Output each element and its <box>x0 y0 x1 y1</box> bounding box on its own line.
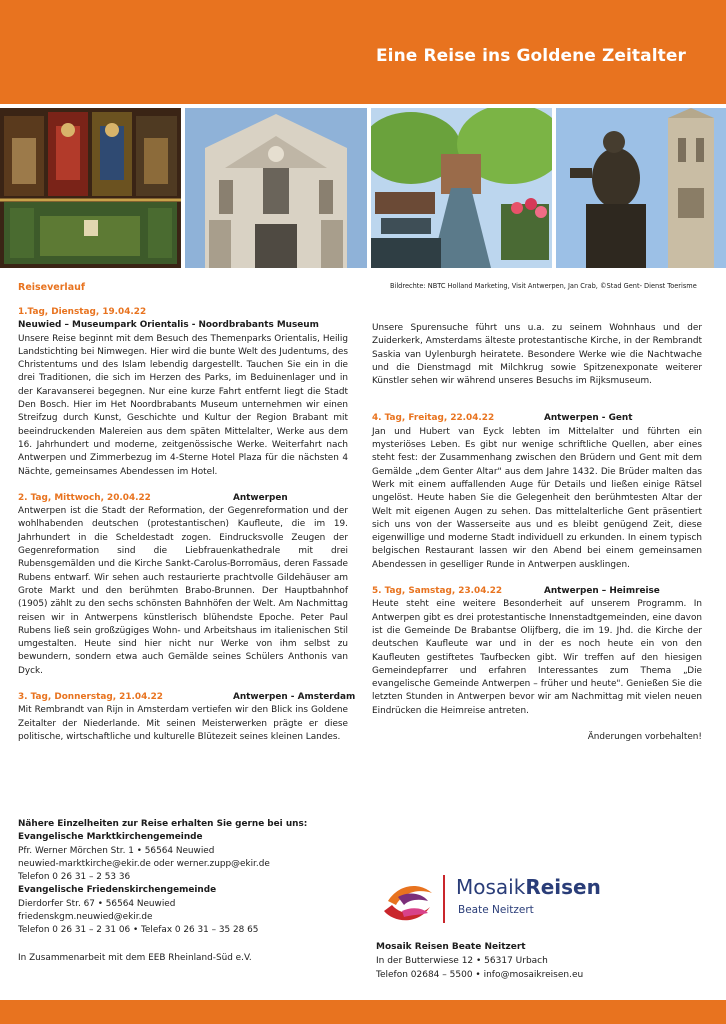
footer-bar <box>0 1000 726 1024</box>
amsterdam-canal-photo <box>371 108 552 268</box>
day-5-location: Antwerpen – Heimreise <box>544 586 660 597</box>
org1-name: Evangelische Marktkirchengemeinde <box>18 832 203 843</box>
org2-phone: Telefon 0 26 31 – 2 31 06 • Telefax 0 26 31 – 35 28 65 <box>18 925 259 936</box>
day-1-date: 1.Tag, Dienstag, 19.04.22 <box>18 307 147 317</box>
day-3-text: Mit Rembrandt van Rijn in Amsterdam vertiefen wir den Blick ins Goldene Zeitalter der Niederlande. Mit seinen Meisterwerken prägte er diese politische, wirtschaftliche und kulturelle Blütezeit seines kleinen Landes. <box>18 705 348 742</box>
day-4-text: Jan und Hubert van Eyck lebten im Mittelalter und führten ein mysteriöses Leben. Es gibt nur wenige schriftliche Quellen, aber eines steht fest: der Zusammenhang zwischen den Brüdern und Gent mit dem Gemälde „dem Genter Altar" aus dem Jahre 1432. Die Brüder malten das Werk mit einem auffallenden Auge für Details und ließen einige Rätsel ungelöst. Heute haben Sie die Gelegenheit den berühmtesten Altar der Welt mit eigenen Augen zu sehen. Das mittelalterliche Gent präsentiert sich uns von der Wasserseite aus und es bleibt genügend Zeit, diese eigenwillige und moderne Stadt individuell zu erkunden. In einem typisch belgischen Restaurant lassen wir den Abend bei einem gemeinsamen Abendessen in geselliger Runde in Antwerpen ausklingen. <box>372 426 702 570</box>
contact-block <box>18 818 348 965</box>
photo-strip <box>0 108 726 268</box>
reserve-note: Änderungen vorbehalten! <box>587 732 702 743</box>
day-2-date: 2. Tag, Mittwoch, 20.04.22 <box>18 492 151 503</box>
contact-intro: Nähere Einzelheiten zur Reise erhalten Sie gerne bei uns: <box>18 819 308 829</box>
logo-wordmark: MosaikReisen <box>456 875 601 899</box>
logo-divider <box>443 875 445 923</box>
logo-subtitle: Beate Neitzert <box>458 904 534 916</box>
day-4-heading <box>372 412 702 425</box>
company-name: Mosaik Reisen Beate Neitzert <box>376 942 526 952</box>
day-3-continued-text: Unsere Spurensuche führt uns u.a. zu seinem Wohnhaus und der Zuiderkerk, Amsterdams älteste protestantische Kirche, in der Rembrandt Saskia van Uylenburgh heiratete. Besondere Werke wie die Nachtwache und die Dienstmagd mit Milchkrug sowie Spitzenexponate weiterer Künstler sehen wir während unseres Besuchs im Rijksmuseum. <box>372 323 702 387</box>
day-4 <box>372 412 702 572</box>
baroque-church-facade-photo <box>185 108 367 268</box>
day-3-heading <box>18 691 356 704</box>
ghent-altarpiece-photo <box>0 108 181 268</box>
day-2-location: Antwerpen <box>233 492 288 503</box>
logo-mark-icon <box>378 871 440 927</box>
day-5-heading <box>372 585 702 598</box>
day-3-continued <box>372 322 702 388</box>
day-3 <box>18 691 356 744</box>
org2-address: Dierdorfer Str. 67 • 56564 Neuwied <box>18 898 176 909</box>
org2-name: Evangelische Friedenskirchengemeinde <box>18 885 217 896</box>
left-column <box>18 306 356 757</box>
day-1 <box>18 306 348 479</box>
header-bar <box>0 0 726 104</box>
org1-address: Pfr. Werner Mörchen Str. 1 • 56564 Neuwied <box>18 845 215 856</box>
company-street: In der Butterwiese 12 • 56317 Urbach <box>376 956 548 966</box>
day-2-text: Antwerpen ist die Stadt der Reformation, der Gegenreformation und der wohlhabenden deutschen (protestantischen) Kaufleute, die im 19. Jahrhundert in die Scheldestadt zogen. Eindrucksvolle Zeugen der Gegenreformation sind die Liebfrauenkathedrale mit drei Rubensgemälden und die Kirche Sankt-Carolus-Borromäus, deren Fassade Rubens entwarf. Wir sehen auch restaurierte prachtvolle Gildehäuser am Grote Markt und den berühmten Brabo-Brunnen. Der Hauptbahnhof (1905) zählt zu den sechs schönsten Bahnhöfen der Welt. Am Nachmittag reisen wir in Antwerpens künstlerisch blühendste Epoche. Peter Paul Rubens ließ sein großzügiges Wohn- und Arbeitshaus im italienischen Stil umgestalten. Heute sind hier nicht nur Werke von ihm selbst zu bewundern, sondern etwa auch Gemälde seines Schülers Anthonis van Dyck. <box>18 506 348 676</box>
day-4-date: 4. Tag, Freitag, 22.04.22 <box>372 413 495 424</box>
day-1-heading <box>18 306 348 319</box>
right-column <box>372 322 702 744</box>
day-2 <box>18 492 348 678</box>
antwerp-statue-tower-photo <box>556 108 726 268</box>
day-5-text: Heute steht eine weitere Besonderheit auf unserem Programm. In Antwerpen gibt es drei protestantische Innenstadtgemeinden, eine davon ist die Gemeinde De Brabantse Olijfberg, die im 19. Jhd. die Kirche der deutschen Kaufleute war und in der es noch heute ein von den Kaufleuten gestiftetes Taufbecken gibt. Wir treffen auf den hiesigen Gemeindepfarrer und erfahren Interessantes zum Thema „Die evangelische Gemeinde Antwerpen – früher und heute". Genießen Sie die letzten Stunden in Antwerpen bevor wir am Nachmittag mit vielen neuen Eindrücken die Heimreise antreten. <box>372 599 702 716</box>
day-4-location: Antwerpen - Gent <box>544 413 633 424</box>
day-1-route: Neuwied – Museumpark Orientalis - Noordbrabants Museum <box>18 320 319 331</box>
mosaik-reisen-logo <box>372 865 640 931</box>
day-3-location: Antwerpen - Amsterdam <box>233 692 356 703</box>
itinerary-heading: Reiseverlauf <box>18 282 85 293</box>
org2-email[interactable]: friedenskgm.neuwied@ekir.de <box>18 912 153 923</box>
photo-credits: Bildrechte: NBTC Holland Marketing, Visit Antwerpen, Jan Crab, ©Stad Gent- Dienst Toerisme <box>390 282 697 290</box>
day-3-date: 3. Tag, Donnerstag, 21.04.22 <box>18 692 163 703</box>
company-address <box>376 940 583 982</box>
org1-phone: Telefon 0 26 31 – 2 53 36 <box>18 872 131 883</box>
day-5-date: 5. Tag, Samstag, 23.04.22 <box>372 586 503 597</box>
company-phone-email[interactable]: Telefon 02684 – 5500 • info@mosaikreisen.eu <box>376 970 584 980</box>
cooperation-note: In Zusammenarbeit mit dem EEB Rheinland-Süd e.V. <box>18 952 252 963</box>
day-5 <box>372 585 702 718</box>
day-2-heading <box>18 492 348 505</box>
org1-email[interactable]: neuwied-marktkirche@ekir.de oder werner.zupp@ekir.de <box>18 858 270 869</box>
day-1-text: Unsere Reise beginnt mit dem Besuch des Themenparks Orientalis, Heilig Landstichting bei Nimwegen. Hier wird die bunte Welt des Judentums, des Christentums und des Islam lebendig dargestellt. Tauchen Sie ein in die drei Traditionen, die sich im Herzen des Parks, im Beduinenlager und in der Karavanserei begegnen. Nur eine kurze Fahrt entfernt liegt die Stadt Den Bosch. Hier im Het Noordbrabants Museum unternehmen wir einen Streifzug durch Kunst, Geschichte und Kultur der Region Brabant mit beeindruckenden Malereien aus dem späten Mittelalter, Werke aus dem 16. Jahrhundert und moderne, zeitgenössische Werke. Weiterfahrt nach Antwerpen und Zimmerbezug im 4-Sterne Hotel Plaza für die nächsten 4 Nächte, gemeinsames Abendessen im Hotel. <box>18 333 348 477</box>
brochure-title: Eine Reise ins Goldene Zeitalter <box>375 46 686 66</box>
